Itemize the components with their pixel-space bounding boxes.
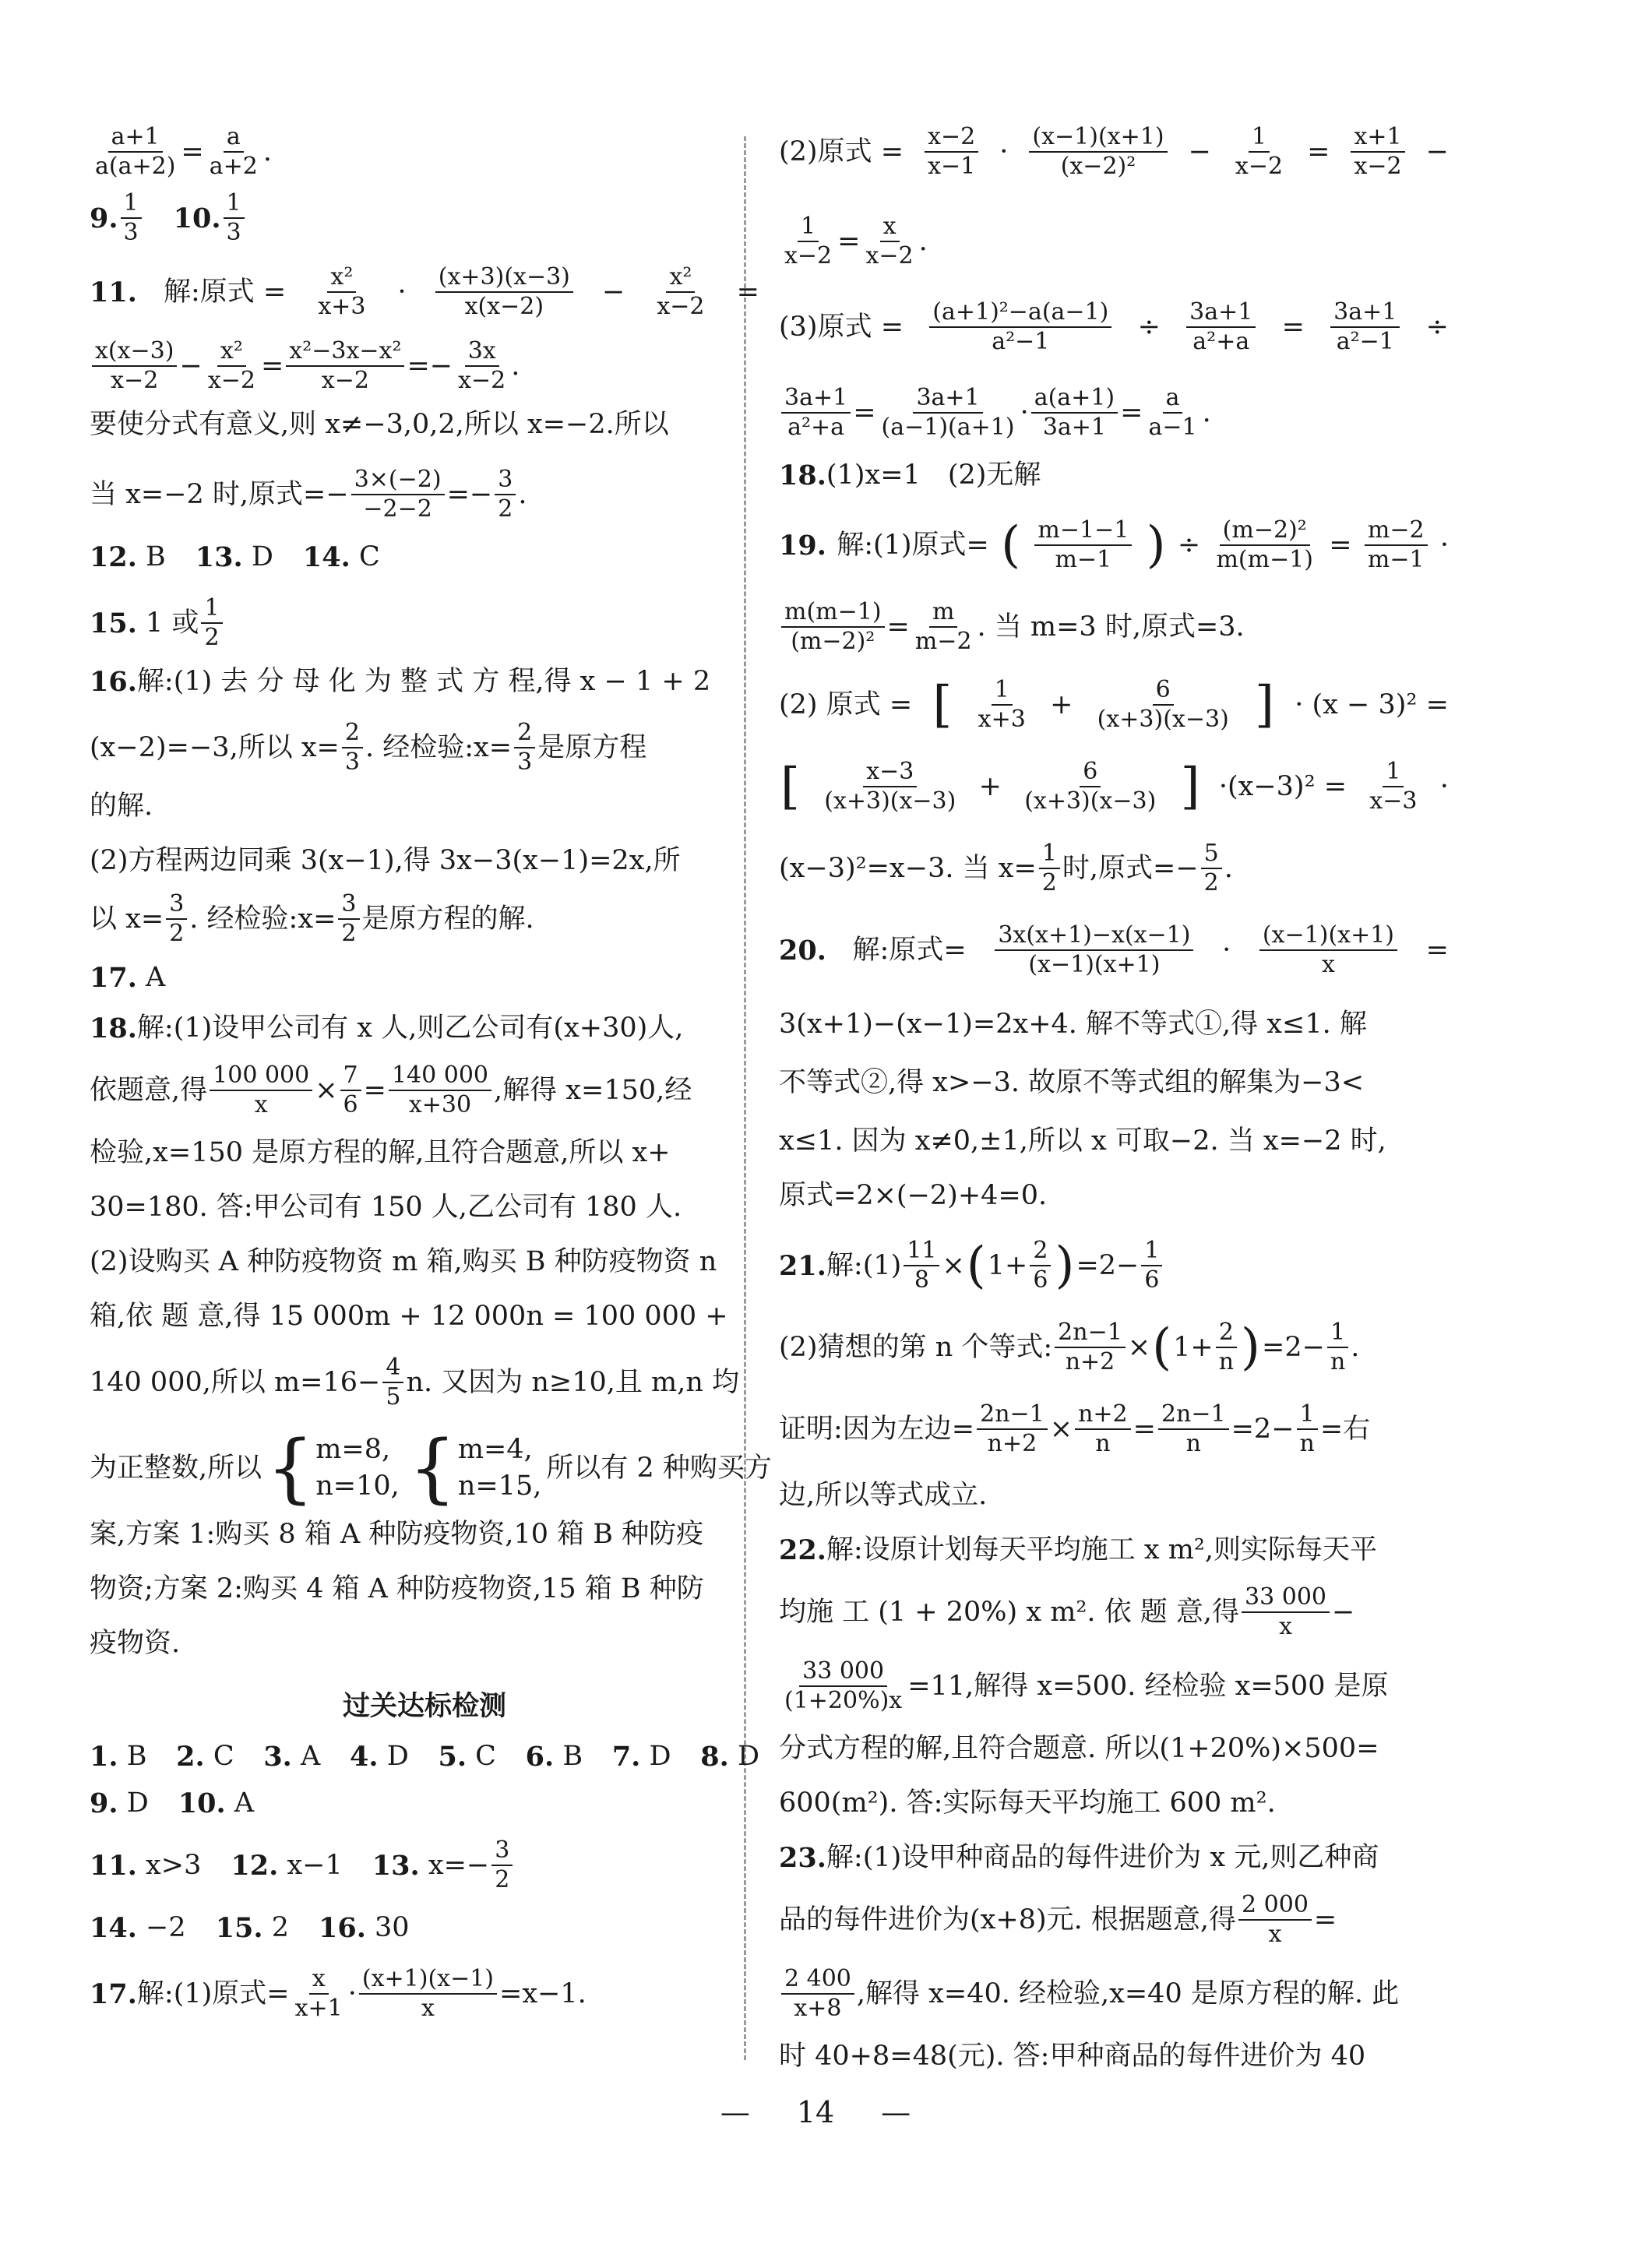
text-line: 要使分式有意义,则 x≠−3,0,2,所以 x=−2.所以: [90, 408, 669, 440]
answer-18: 18. (1)x=1 (2)无解: [779, 459, 1041, 491]
line-l1: $\frac{a+1}{a(a+2)}$ = $\frac{a}{a+2}$ .: [90, 117, 759, 187]
text-line: 箱,依 题 意,得 15 000m + 12 000n = 100 000 +: [90, 1300, 728, 1332]
solution-19-line5: (x−3)²=x−3. 当 x= $\frac{1}{2}$ 时,原式=− $\frac{5}{2}$ .: [779, 840, 1233, 896]
solution-23-line3: $\frac{2 400}{x+8}$ ,解得 x=40. 经检验,x=40 是原方程的解. 此: [779, 1959, 1449, 2029]
text-line: 疫物资.: [90, 1627, 181, 1659]
text-line: 物资;方案 2:购买 4 箱 A 种防疫物资,15 箱 B 种防: [90, 1572, 704, 1604]
text-line: x≤1. 因为 x≠0,±1,所以 x 可取−2. 当 x=−2 时,: [779, 1125, 1386, 1157]
equation-system: { m=8, n=10,: [266, 1425, 400, 1512]
solution-20-line1: 20. 解:原式= $\frac{3x(x+1)-x(x-1)}{(x-1)(x+1)}$ · $\frac{(x-1)(x+1)}{x}$ =: [779, 921, 1449, 978]
solution-22-line1: 22. 解:设原计划每天平均施工 x m²,则实际每天平: [779, 1534, 1378, 1566]
solution-11-line2: $\frac{x(x-3)}{x-2}$ − $\frac{\text{x²}}{x-2}$ = $\frac{\text{x²−3x−x²}}{x-2}$ =− $\frac{3x}{x-2}$ .: [90, 331, 759, 401]
text-line: 检验,x=150 是原方程的解,且符合题意,所以 x+: [90, 1136, 671, 1168]
solution-17-part3: (3)原式 = $\frac{\text{(a+1)²−a(a−1)}}{\text{a²−1}}$ ÷ $\frac{3a+1}{\text{a²+a}}$ = $\frac{3a+1}{\text{a²−1}}$ ÷: [779, 298, 1449, 355]
text-line: 案,方案 1:购买 8 箱 A 种防疫物资,10 箱 B 种防疫: [90, 1518, 704, 1550]
text-line: 时 40+8=48(元). 答:甲种商品的每件进价为 40: [779, 2040, 1366, 2072]
solution-19-line4: [ $\frac{x-3}{(x+3)(x-3)}$ + $\frac{6}{(x+3)(x-3)}$ ] ·(x−3)² = $\frac{1}{x-3}$ ·: [780, 758, 1449, 815]
text-line: 分式方程的解,且符合题意. 所以(1+20%)×500=: [779, 1732, 1379, 1764]
solution-16-line5: 以 x= $\frac{3}{2}$ . 经检验:x= $\frac{3}{2}$ 是原方程的解.: [90, 890, 534, 947]
solution-22-line2: 均施 工 (1 + 20%) x m². 依 题 意,得 $\frac{33 000}{x}$ −: [779, 1583, 1355, 1640]
text-line: 原式=2×(−2)+4=0.: [779, 1179, 1048, 1211]
text-line: 的解.: [90, 790, 153, 822]
section-title: 过关达标检测: [342, 1689, 506, 1722]
answer-17: 17. A: [90, 961, 166, 994]
solution-17-part3-cont: $\frac{3a+1}{\text{a²+a}}$ = $\frac{3a+1}{(a-1)(a+1)}$ · $\frac{a(a+1)}{3a+1}$ = $\frac{a}{a-1}$ .: [779, 378, 1449, 448]
solution-23-line1: 23. 解:(1)设甲种商品的每件进价为 x 元,则乙种商: [779, 1841, 1379, 1874]
text-line: 边,所以等式成立.: [779, 1479, 988, 1511]
text-line: 30=180. 答:甲公司有 150 人,乙公司有 180 人.: [90, 1191, 682, 1223]
answer-9-10: 9. $\frac{1}{3}$ 10. $\frac{1}{3}$: [90, 183, 759, 253]
solution-18-line2: 依题意,得 $\frac{100 000}{x}$ × $\frac{7}{6}$ = $\frac{140 000}{x+30}$ ,解得 x=150,经: [90, 1062, 692, 1118]
answers-11-13: 11. x>3 12. x−1 13. x=− $\frac{3}{2}$: [90, 1830, 759, 1900]
text-line: 3(x+1)−(x−1)=2x+4. 解不等式①,得 x≤1. 解: [779, 1008, 1367, 1040]
page-number: — 14 —: [720, 2095, 911, 2129]
solution-22-line3: $\frac{33 000}{(1+20\%)x}$ =11,解得 x=500. 经检验 x=500 是原: [784, 1657, 1389, 1714]
solution-18-line1: 18. 解:(1)设甲公司有 x 人,则乙公司有(x+30)人,: [90, 1012, 684, 1044]
solution-17: 17. 解:(1)原式= $\frac{x}{x+1}$ · $\frac{(x+1)(x-1)}{x}$ =x−1.: [90, 1965, 587, 2022]
solution-16-line2: (x−2)=−3,所以 x= $\frac{2}{3}$ . 经检验:x= $\frac{2}{3}$ 是原方程: [90, 719, 647, 776]
solution-18-line7: 140 000,所以 m=16− $\frac{4}{5}$ n. 又因为 n≥10,且 m,n 均: [90, 1354, 740, 1410]
answers-1-8: 1. B 2. C 3. A 4. D 5. C 6. B 7. D 8. D: [90, 1740, 760, 1773]
solution-11-line1: 11. 解:原式 = $\frac{\text{x²}}{x+3}$ · $\frac{(x+3)(x-3)}{x(x-2)}$ − $\frac{\text{x²}}{x-2}$ =: [90, 263, 759, 320]
answers-12-14: 12. B 13. D 14. C: [90, 541, 380, 573]
solution-19-line3: (2) 原式 = [ $\frac{1}{x+3}$ + $\frac{6}{(x+3)(x-3)}$ ] · (x − 3)² =: [779, 676, 1449, 734]
fraction: $\frac{a+1}{a(a+2)}$: [95, 123, 176, 180]
text-line: (2)设购买 A 种防疫物资 m 箱,购买 B 种防疫物资 n: [90, 1245, 717, 1277]
solution-16-line1: 16. 解:(1) 去 分 母 化 为 整 式 方 程,得 x − 1 + 2: [90, 665, 711, 698]
solution-17-part2-cont: $\frac{1}{x-2}$ = $\frac{x}{x-2}$ .: [784, 213, 928, 269]
text-line: (2)方程两边同乘 3(x−1),得 3x−3(x−1)=2x,所: [90, 844, 681, 876]
answer-15: 15. 1 或 $\frac{1}{2}$: [90, 588, 759, 658]
solution-21-line1: 21. 解:(1) $\frac{11}{8}$ × ( 1+ $\frac{2}{6}$ ) =2− $\frac{1}{6}$: [779, 1231, 1449, 1301]
solution-18-system: 为正整数,所以 { m=8, n=10, { m=4, n=15, 所以有 2 种购买方: [90, 1425, 772, 1512]
text-line: 600(m²). 答:实际每天平均施工 600 m².: [779, 1787, 1276, 1819]
solution-19-line2: $\frac{m(m-1)}{\text{(m−2)²}}$ = $\frac{m}{m-2}$ . 当 m=3 时,原式=3.: [779, 592, 1449, 662]
solution-21-proof: 证明:因为左边= $\frac{2n-1}{n+2}$ × $\frac{n+2}{n}$ = $\frac{2n-1}{n}$ =2− $\frac{1}{n}$ =右: [779, 1400, 1371, 1457]
equation-system: { m=4, n=15,: [408, 1425, 542, 1512]
answers-9-10: 9. D 10. A: [90, 1787, 255, 1819]
solution-17-part2: (2)原式 = $\frac{x-2}{x-1}$ · $\frac{(x-1)(x+1)}{\text{(x−2)²}}$ − $\frac{1}{x-2}$ = $\frac{x+1}{x-2}$ −: [779, 123, 1449, 180]
solution-23-line2: 品的每件进价为(x+8)元. 根据题意,得 $\frac{2 000}{x}$ =: [779, 1891, 1337, 1948]
fraction: $\frac{a}{a+2}$: [209, 123, 258, 180]
solution-11-line4: 当 x=−2 时,原式=− $\frac{3\times(-2)}{-2-2}$ =− $\frac{3}{2}$ .: [90, 466, 527, 523]
answers-14-16: 14. −2 15. 2 16. 30: [90, 1911, 410, 1944]
solution-21-line2: (2)猜想的第 n 个等式: $\frac{2n-1}{n+2}$ × ( 1+ $\frac{2}{n}$ ) =2− $\frac{1}{n}$ .: [779, 1319, 1360, 1376]
solution-19-line1: 19. 解:(1)原式= ( $\frac{m-1-1}{m-1}$ ) ÷ $\frac{\text{(m−2)²}}{m(m-1)}$ = $\frac{m-2}{m-1}$ ·: [779, 516, 1449, 574]
text-line: 不等式②,得 x>−3. 故原不等式组的解集为−3<: [779, 1066, 1365, 1098]
